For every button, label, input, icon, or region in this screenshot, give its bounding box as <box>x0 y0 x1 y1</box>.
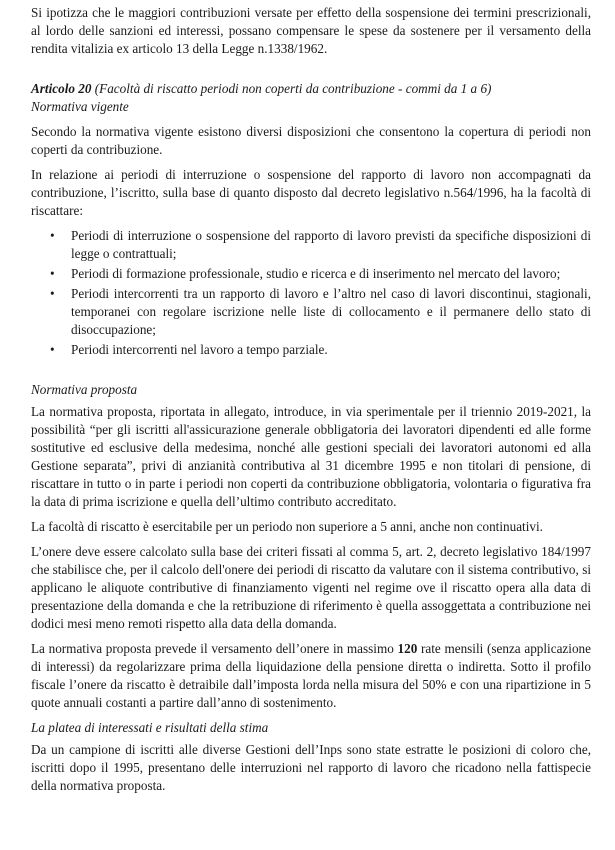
proposta-paragraph-4-end: rate mensili (senza applicazione di interessi) da regolarizzare prima della liquidazione della pensione diretta o indiretta. Sotto il profilo fiscale l’onere da riscatto è detraibile dall’imposta lorda nella misura del 50% e con una ripartizione in 5 quote annuali costanti a partire dall’anno di sostenimento. <box>31 641 591 710</box>
intro-paragraph: Si ipotizza che le maggiori contribuzioni versate per effetto della sospensione dei termini prescrizionali, al lordo delle sanzioni ed interessi, possano compensare le spese da sostenere per il versamento della rendita vitalizia ex articolo 13 della Legge n.1338/1962. <box>31 5 591 56</box>
list-item-text: Periodi di formazione professionale, studio e ricerca e di inserimento nel mercato del lavoro; <box>71 266 561 281</box>
list-item-text: Periodi intercorrenti nel lavoro a tempo parziale. <box>71 342 328 357</box>
article-title: Articolo 20 <box>31 81 92 96</box>
platea-heading: La platea di interessati e risultati della stima <box>31 720 269 735</box>
rate-count: 120 <box>397 641 418 656</box>
list-item <box>31 341 591 359</box>
vigente-paragraph-1: Secondo la normativa vigente esistono diversi disposizioni che consentono la copertura di periodi non coperti da contribuzione. <box>31 124 591 157</box>
list-item <box>31 227 591 263</box>
vigente-heading: Normativa vigente <box>31 99 129 114</box>
list-item-text: Periodi intercorrenti tra un rapporto di lavoro e l’altro nel caso di lavori discontinui, stagionali, temporanei con regolare iscrizione nelle liste di collocamento e il permanere dello stato di disoccupazione; <box>71 286 591 337</box>
bullet-icon: • <box>50 342 55 357</box>
list-item-text: Periodi di interruzione o sospensione del rapporto di lavoro previsti da specifiche disposizioni di legge o contrattuali; <box>71 228 591 261</box>
proposta-paragraph-3: L’onere deve essere calcolato sulla base dei criteri fissati al comma 5, art. 2, decreto legislativo 184/1997 che stabilisce che, per il calcolo dell'onere dei periodi di riscatto da valutare con il sistema contributivo, si applicano le aliquote contributive di finanziamento vigenti nel regime ove il riscatto opera alla data di presentazione della domanda e che la retribuzione di riferimento è quella assoggettata a contribuzione nei dodici mesi meno remoti rispetto alla data della domanda. <box>31 544 591 631</box>
proposta-paragraph-2: La facoltà di riscatto è esercitabile per un periodo non superiore a 5 anni, anche non continuativi. <box>31 519 543 534</box>
bullet-icon: • <box>50 286 55 301</box>
proposta-paragraph-4-start: La normativa proposta prevede il versamento dell’onere in massimo <box>31 641 398 656</box>
platea-paragraph: Da un campione di iscritti alle diverse Gestioni dell’Inps sono state estratte le posizioni di coloro che, iscritti dopo il 1995, presentano delle interruzioni nel rapporto di lavoro che ricadono nella fattispecie della normativa proposta. <box>31 742 591 793</box>
proposta-paragraph-1: La normativa proposta, riportata in allegato, introduce, in via sperimentale per il triennio 2019-2021, la possibilità “per gli iscritti all'assicurazione generale obbligatoria dei lavoratori dipendenti ed alle forme sostitutive ed esclusive della medesima, nonché alle gestioni speciali dei lavoratori autonomi ed alla Gestione separata”, privi di anzianità contributiva al 31 dicembre 1995 e non titolari di pensione, di riscattare in tutto o in parte i periodi non coperti da contribuzione obbligatoria, volontaria o figurativa fra la data di prima iscrizione e quella dell’ultimo contributo accreditato. <box>31 404 591 509</box>
proposta-paragraph-4 <box>31 640 591 712</box>
article-heading <box>31 80 591 98</box>
document-page <box>31 4 591 802</box>
list-item <box>31 265 591 283</box>
bullet-icon: • <box>50 228 55 243</box>
proposta-heading: Normativa proposta <box>31 382 138 397</box>
list-item <box>31 285 591 339</box>
vigente-paragraph-2: In relazione ai periodi di interruzione o sospensione del rapporto di lavoro non accompagnati da contribuzione, l’iscritto, sulla base di quanto disposto dal decreto legislativo n.564/1996, ha la facoltà di riscattare: <box>31 167 591 218</box>
bullet-icon: • <box>50 266 55 281</box>
riscatto-list <box>31 227 591 359</box>
article-description: (Facoltà di riscatto periodi non coperti da contribuzione - commi da 1 a 6) <box>91 81 492 96</box>
